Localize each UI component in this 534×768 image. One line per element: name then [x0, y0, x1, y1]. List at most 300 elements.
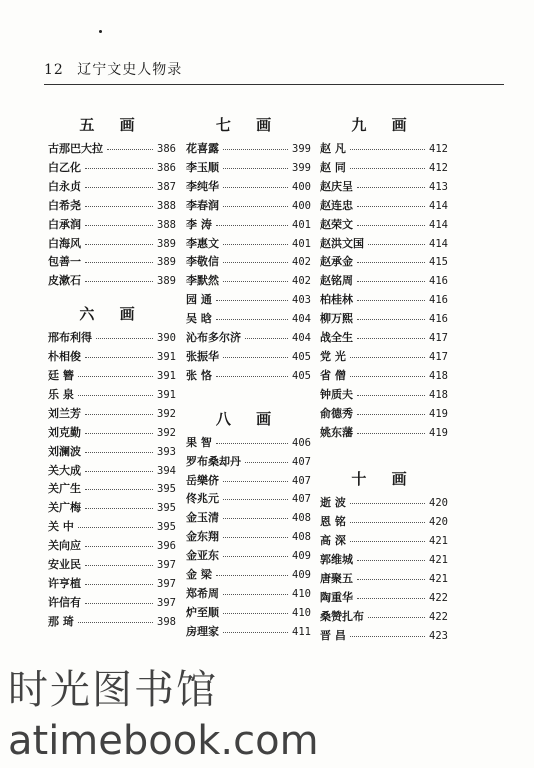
leader-dots — [216, 367, 288, 377]
entry-page-number: 414 — [429, 218, 448, 231]
entry-name: 陶重华 — [320, 590, 353, 604]
index-entry — [320, 513, 448, 531]
entry-page-number: 395 — [157, 483, 176, 496]
entry-page-number: 420 — [429, 516, 448, 529]
entry-page-number: 418 — [429, 388, 448, 401]
index-entry — [48, 537, 176, 555]
index-entry — [186, 434, 311, 452]
leader-dots — [245, 453, 288, 463]
leader-dots — [223, 348, 288, 358]
index-entry — [320, 253, 448, 271]
entry-page-number: 392 — [157, 407, 176, 420]
entry-page-number: 408 — [292, 531, 311, 544]
entry-page-number: 408 — [292, 512, 311, 525]
entry-page-number: 404 — [292, 332, 311, 344]
entry-name: 俞德秀 — [320, 406, 353, 420]
entry-page-number: 410 — [292, 587, 311, 600]
entry-name: 刘澜波 — [48, 444, 81, 458]
entry-page-number: 413 — [429, 180, 448, 193]
entry-page-number: 418 — [429, 369, 448, 382]
entry-name: 乐 泉 — [48, 387, 74, 401]
entry-name: 李玉顺 — [186, 160, 219, 174]
book-title: 辽宁文史人物录 — [77, 62, 183, 78]
leader-dots — [223, 472, 288, 482]
ink-speck — [99, 30, 102, 33]
entry-name: 逝 波 — [320, 496, 346, 510]
entry-name: 赵 凡 — [320, 142, 346, 155]
entry-name: 张振华 — [186, 349, 219, 363]
leader-dots — [357, 216, 425, 226]
index-entry — [320, 532, 448, 550]
leader-dots — [223, 253, 288, 263]
leader-dots — [357, 589, 425, 599]
entry-name: 果 智 — [186, 435, 212, 449]
index-entry — [186, 623, 311, 641]
entry-page-number: 407 — [292, 474, 311, 487]
entry-name: 白海风 — [48, 236, 81, 250]
entry-name: 朴相俊 — [48, 350, 81, 364]
entry-page-number: 421 — [429, 554, 448, 567]
index-entry — [320, 608, 448, 626]
index-entry — [48, 462, 176, 480]
index-entry — [48, 216, 176, 234]
entry-name: 刘兰芳 — [48, 406, 81, 420]
entry-name: 赵铭周 — [320, 274, 353, 288]
entry-name: 罗布桑却丹 — [186, 454, 241, 468]
entry-name: 吴 晗 — [186, 312, 212, 326]
leader-dots — [350, 627, 425, 637]
leader-dots — [357, 178, 425, 188]
entry-name: 恩 铭 — [320, 515, 346, 529]
index-entry — [320, 367, 448, 385]
entry-page-number: 391 — [157, 370, 176, 382]
leader-dots — [85, 594, 153, 604]
entry-page-number: 391 — [157, 351, 176, 364]
entry-page-number: 388 — [157, 218, 176, 231]
entry-name: 李敬信 — [186, 255, 219, 269]
index-entry — [320, 197, 448, 215]
index-entry — [186, 291, 311, 309]
leader-dots — [223, 178, 288, 188]
index-entry — [320, 140, 448, 158]
index-entry — [320, 386, 448, 404]
index-entry — [48, 178, 176, 196]
entry-page-number: 415 — [429, 256, 448, 269]
entry-page-number: 389 — [157, 237, 176, 250]
entry-name: 佟兆元 — [186, 492, 219, 506]
index-entry — [320, 570, 448, 588]
entry-page-number: 410 — [292, 606, 311, 619]
index-entry — [48, 329, 176, 347]
index-entry — [48, 575, 176, 593]
index-entry — [186, 472, 311, 490]
index-entry — [320, 310, 448, 328]
index-entry — [320, 235, 448, 253]
leader-dots — [357, 310, 425, 320]
entry-name: 李春润 — [186, 198, 219, 212]
leader-dots — [85, 443, 153, 453]
entry-name: 李纯华 — [186, 179, 219, 193]
entry-name: 廷 簪 — [48, 369, 74, 382]
leader-dots — [357, 570, 425, 580]
entry-name: 房理家 — [186, 624, 219, 638]
index-entry — [48, 348, 176, 366]
index-entry — [48, 253, 176, 271]
leader-dots — [357, 405, 425, 415]
index-entry — [186, 509, 311, 527]
entry-page-number: 389 — [157, 275, 176, 288]
index-entry — [186, 329, 311, 347]
entry-name: 党 光 — [320, 349, 346, 363]
entry-name: 战全生 — [320, 331, 353, 344]
leader-dots — [245, 329, 288, 339]
stroke-count-heading: 十 画 — [351, 470, 417, 489]
leader-dots — [85, 556, 153, 566]
leader-dots — [357, 253, 425, 263]
entry-name: 关大成 — [48, 463, 81, 477]
entry-page-number: 421 — [429, 573, 448, 585]
entry-name: 许亨植 — [48, 576, 81, 590]
entry-name: 李 涛 — [186, 217, 212, 231]
entry-name: 白永贞 — [48, 179, 81, 193]
entry-name: 赵承金 — [320, 255, 353, 269]
index-entry — [48, 272, 176, 290]
stroke-count-heading: 七 画 — [215, 116, 282, 134]
leader-dots — [357, 424, 425, 434]
index-entry — [186, 178, 311, 196]
index-entry — [320, 216, 448, 234]
entry-name: 古那巴大拉 — [48, 142, 103, 155]
entry-page-number: 420 — [429, 497, 448, 510]
entry-page-number: 409 — [292, 569, 311, 581]
index-entry — [186, 528, 311, 546]
entry-name: 郭维城 — [320, 553, 353, 567]
leader-dots — [223, 272, 288, 282]
running-header — [44, 59, 504, 83]
entry-page-number: 397 — [157, 596, 176, 609]
index-entry — [320, 627, 448, 645]
index-entry — [320, 329, 448, 347]
entry-page-number: 416 — [429, 294, 448, 307]
entry-name: 皮漱石 — [48, 274, 81, 288]
index-entry — [320, 159, 448, 177]
leader-dots — [357, 291, 425, 301]
leader-dots — [368, 235, 425, 245]
entry-page-number: 397 — [157, 559, 176, 571]
watermark — [0, 648, 534, 768]
entry-name: 李默然 — [186, 274, 219, 288]
entry-name: 关 中 — [48, 520, 74, 534]
index-entry — [186, 547, 311, 565]
entry-name: 高 深 — [320, 534, 346, 548]
entry-page-number: 405 — [292, 350, 311, 363]
entry-name: 包善一 — [48, 255, 81, 269]
entry-page-number: 390 — [157, 332, 176, 345]
entry-page-number: 411 — [292, 625, 311, 638]
index-entry — [320, 424, 448, 442]
leader-dots — [85, 480, 153, 490]
entry-page-number: 389 — [157, 256, 176, 269]
index-entry — [320, 551, 448, 569]
entry-name: 园 通 — [186, 293, 212, 307]
entry-name: 赵庆呈 — [320, 179, 353, 193]
leader-dots — [357, 329, 425, 339]
stroke-count-heading: 八 画 — [215, 409, 282, 428]
entry-page-number: 414 — [429, 199, 448, 212]
entry-page-number: 417 — [429, 332, 448, 344]
leader-dots — [85, 253, 153, 263]
leader-dots — [350, 532, 425, 542]
entry-name: 赵连忠 — [320, 198, 353, 212]
leader-dots — [96, 329, 153, 339]
index-entry — [186, 235, 311, 253]
entry-page-number: 421 — [429, 535, 448, 548]
entry-page-number: 419 — [429, 407, 448, 420]
leader-dots — [216, 310, 288, 320]
entry-name: 岳樂侪 — [186, 473, 219, 487]
index-entry — [48, 140, 176, 158]
leader-dots — [223, 509, 288, 519]
leader-dots — [85, 178, 153, 188]
stroke-count-heading: 六 画 — [79, 305, 145, 324]
leader-dots — [85, 348, 153, 358]
entry-page-number: 388 — [157, 199, 176, 212]
leader-dots — [223, 197, 288, 207]
leader-dots — [216, 434, 288, 444]
index-entry — [48, 480, 176, 498]
leader-dots — [223, 140, 288, 150]
entry-page-number: 417 — [429, 350, 448, 363]
index-entry — [186, 216, 311, 234]
entry-name: 赵 同 — [320, 160, 346, 174]
entry-page-number: 405 — [292, 369, 311, 382]
entry-page-number: 386 — [157, 161, 176, 174]
index-entry — [320, 272, 448, 290]
index-entry — [48, 518, 176, 536]
entry-name: 金 梁 — [186, 568, 212, 581]
entry-page-number: 409 — [292, 550, 311, 563]
entry-page-number: 423 — [429, 629, 448, 642]
index-entry — [320, 291, 448, 309]
entry-name: 许信有 — [48, 595, 81, 609]
header-rule — [44, 84, 504, 85]
leader-dots — [85, 405, 153, 415]
entry-name: 那 琦 — [48, 614, 74, 628]
leader-dots — [357, 197, 425, 207]
index-entry — [48, 499, 176, 517]
leader-dots — [223, 585, 288, 595]
watermark-chinese: 时光图书馆 — [8, 667, 218, 713]
leader-dots — [223, 490, 288, 500]
leader-dots — [350, 513, 425, 523]
index-entry — [48, 159, 176, 177]
index-entry — [320, 589, 448, 607]
leader-dots — [216, 566, 288, 576]
index-entry — [186, 253, 311, 271]
index-entry — [186, 348, 311, 366]
leader-dots — [85, 272, 153, 282]
index-entry — [186, 585, 311, 603]
entry-name: 郑希周 — [186, 586, 219, 600]
watermark-latin: atimebook.com — [8, 718, 319, 764]
leader-dots — [223, 159, 288, 169]
index-entry — [48, 197, 176, 215]
entry-name: 省 僧 — [320, 368, 346, 382]
entry-name: 关广梅 — [48, 501, 81, 515]
entry-page-number: 404 — [292, 313, 311, 326]
leader-dots — [223, 604, 288, 614]
leader-dots — [216, 291, 288, 301]
entry-page-number: 399 — [292, 143, 311, 155]
index-entry — [48, 443, 176, 461]
index-entry — [320, 494, 448, 512]
entry-name: 李惠文 — [186, 236, 219, 250]
index-entry — [48, 386, 176, 404]
index-entry — [320, 178, 448, 196]
entry-page-number: 398 — [157, 615, 176, 628]
entry-page-number: 399 — [292, 161, 311, 174]
leader-dots — [107, 140, 153, 150]
entry-page-number: 387 — [157, 180, 176, 193]
entry-page-number: 391 — [157, 388, 176, 401]
entry-name: 金东翔 — [186, 530, 219, 544]
entry-page-number: 396 — [157, 540, 176, 553]
index-entry — [186, 272, 311, 290]
index-entry — [186, 140, 311, 158]
leader-dots — [223, 235, 288, 245]
index-entry — [48, 556, 176, 574]
entry-name: 晋 昌 — [320, 628, 346, 642]
entry-name: 钟质夫 — [320, 387, 353, 401]
index-entry — [48, 235, 176, 253]
leader-dots — [223, 528, 288, 538]
leader-dots — [357, 551, 425, 561]
page-number: 12 — [44, 62, 64, 78]
entry-name: 张 恪 — [186, 368, 212, 382]
leader-dots — [85, 235, 153, 245]
stroke-count-heading: 九 画 — [351, 116, 417, 134]
entry-name: 白希尧 — [48, 198, 81, 212]
entry-page-number: 422 — [429, 610, 448, 623]
index-entry — [48, 424, 176, 442]
leader-dots — [85, 462, 153, 472]
leader-dots — [350, 159, 425, 169]
entry-page-number: 401 — [292, 218, 311, 231]
leader-dots — [223, 623, 288, 633]
entry-name: 花喜露 — [186, 142, 219, 155]
index-entry — [186, 159, 311, 177]
entry-page-number: 406 — [292, 436, 311, 449]
leader-dots — [357, 386, 425, 396]
entry-page-number: 414 — [429, 237, 448, 250]
leader-dots — [85, 424, 153, 434]
index-entry — [186, 604, 311, 622]
entry-name: 柏桂林 — [320, 293, 353, 307]
entry-page-number: 393 — [157, 445, 176, 458]
index-entry — [320, 405, 448, 423]
entry-page-number: 402 — [292, 256, 311, 269]
entry-page-number: 386 — [157, 143, 176, 155]
index-entry — [186, 197, 311, 215]
entry-page-number: 400 — [292, 199, 311, 212]
entry-name: 关广生 — [48, 482, 81, 496]
leader-dots — [350, 367, 425, 377]
index-entry — [48, 405, 176, 423]
leader-dots — [78, 518, 153, 528]
entry-page-number: 402 — [292, 275, 311, 288]
entry-name: 白乙化 — [48, 160, 81, 174]
leader-dots — [223, 547, 288, 557]
entry-name: 柳万熙 — [320, 312, 353, 326]
leader-dots — [85, 197, 153, 207]
leader-dots — [78, 613, 153, 623]
index-entry — [186, 367, 311, 385]
entry-page-number: 403 — [292, 294, 311, 307]
entry-name: 姚东藩 — [320, 425, 353, 439]
entry-page-number: 407 — [292, 455, 311, 468]
index-entry — [48, 613, 176, 631]
index-entry — [186, 453, 311, 471]
leader-dots — [85, 499, 153, 509]
leader-dots — [350, 494, 425, 504]
entry-page-number: 416 — [429, 275, 448, 288]
entry-name: 赵荣文 — [320, 217, 353, 231]
leader-dots — [85, 537, 153, 547]
entry-page-number: 395 — [157, 502, 176, 515]
entry-page-number: 419 — [429, 426, 448, 439]
entry-page-number: 392 — [157, 426, 176, 439]
entry-name: 炉至顺 — [186, 605, 219, 619]
leader-dots — [357, 272, 425, 282]
stroke-count-heading: 五 画 — [79, 116, 145, 134]
entry-name: 赵洪文国 — [320, 236, 364, 250]
entry-page-number: 401 — [292, 237, 311, 250]
leader-dots — [368, 608, 425, 618]
entry-page-number: 416 — [429, 313, 448, 326]
entry-page-number: 394 — [157, 464, 176, 477]
index-entry — [48, 594, 176, 612]
index-entry — [186, 490, 311, 508]
entry-page-number: 412 — [429, 143, 448, 155]
entry-page-number: 395 — [157, 521, 176, 534]
entry-page-number: 400 — [292, 180, 311, 193]
leader-dots — [85, 159, 153, 169]
index-entry — [320, 348, 448, 366]
entry-name: 刘克勤 — [48, 425, 81, 439]
entry-name: 关向应 — [48, 539, 81, 553]
entry-name: 金亚东 — [186, 549, 219, 563]
leader-dots — [350, 348, 425, 358]
leader-dots — [216, 216, 288, 226]
entry-page-number: 422 — [429, 591, 448, 604]
index-entry — [186, 310, 311, 328]
entry-name: 金玉清 — [186, 511, 219, 525]
entry-name: 桑赞扎布 — [320, 609, 364, 623]
entry-page-number: 407 — [292, 493, 311, 506]
leader-dots — [78, 386, 153, 396]
leader-dots — [85, 216, 153, 226]
entry-name: 白承润 — [48, 217, 81, 231]
entry-page-number: 412 — [429, 161, 448, 174]
entry-name: 安业民 — [48, 558, 81, 571]
index-entry — [186, 566, 311, 584]
index-entry — [48, 367, 176, 385]
leader-dots — [85, 575, 153, 585]
leader-dots — [350, 140, 425, 150]
entry-name: 唐聚五 — [320, 572, 353, 585]
leader-dots — [78, 367, 153, 377]
entry-page-number: 397 — [157, 577, 176, 590]
